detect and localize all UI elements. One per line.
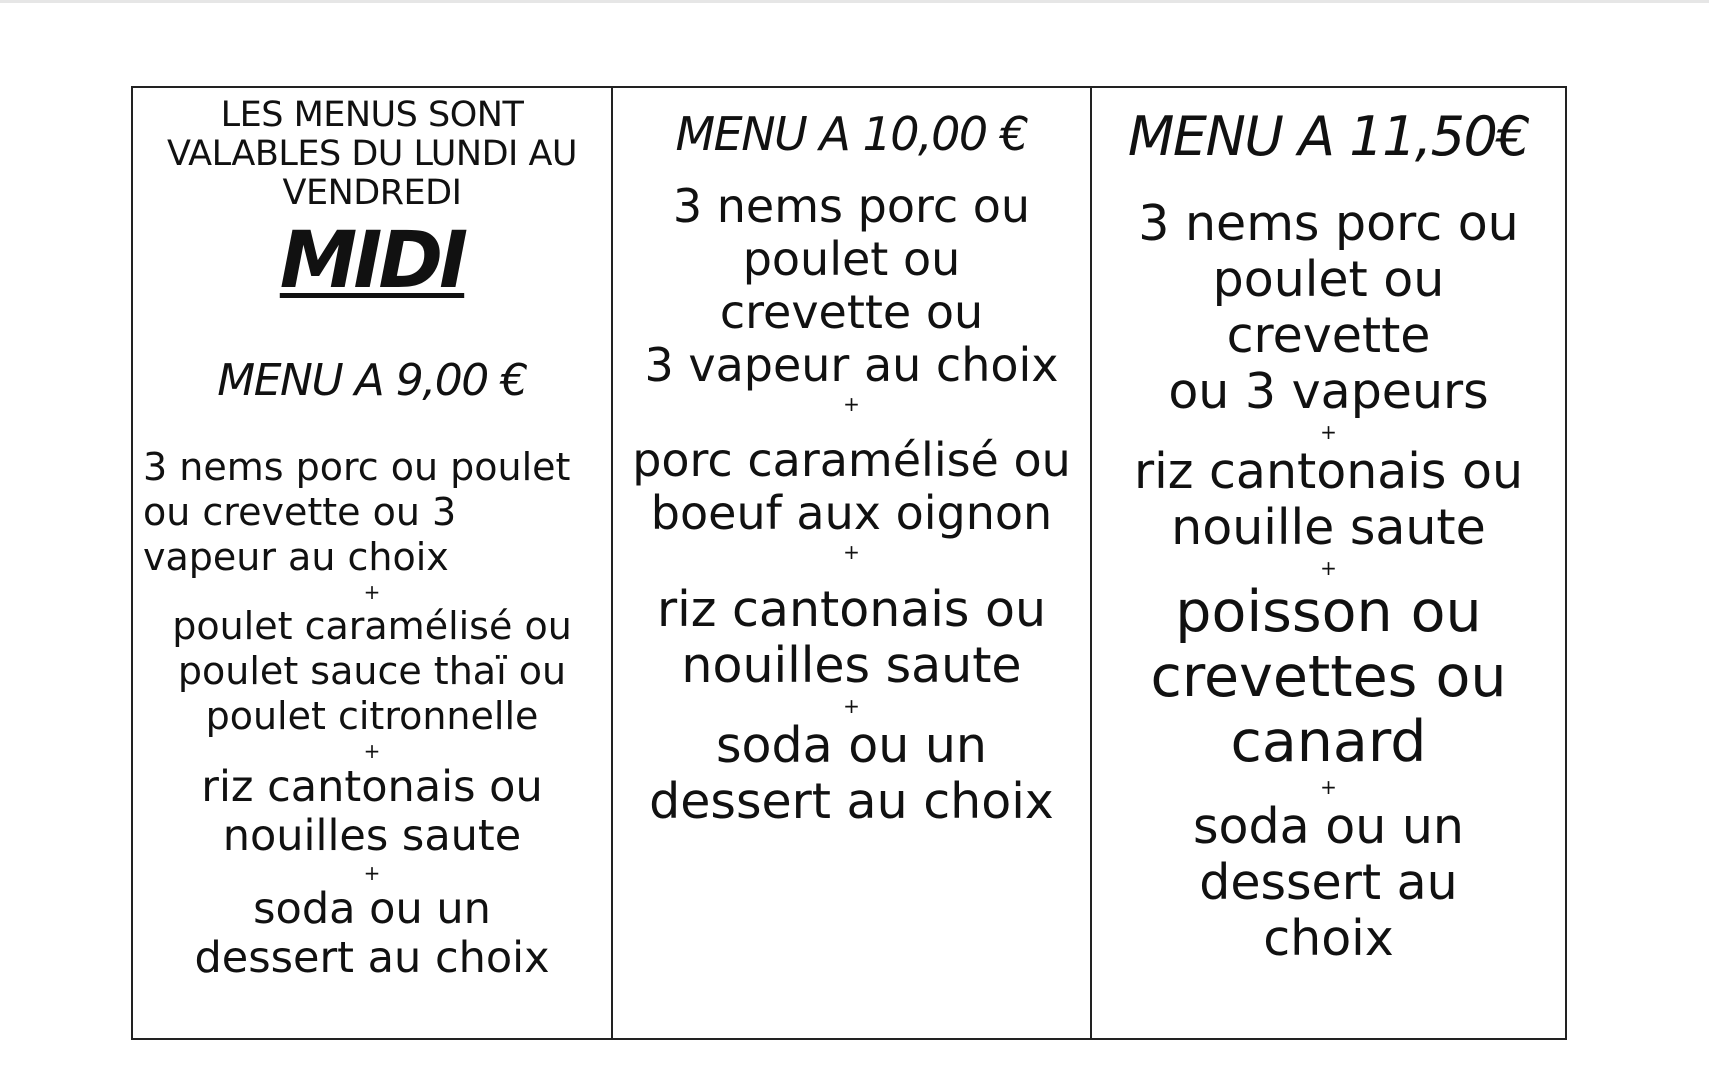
- menu-starter: [644, 180, 1058, 392]
- menu-main: [172, 604, 572, 739]
- menu-line: poulet ou: [1212, 251, 1445, 308]
- menu-line: 3 vapeur au choix: [644, 338, 1059, 392]
- menu-starter: [1138, 196, 1519, 420]
- menu-title: MENU A 11,50€: [1127, 105, 1530, 168]
- menu-line: riz cantonais ou: [1133, 443, 1524, 500]
- menu-line: poulet sauce thaï ou: [177, 649, 567, 693]
- page-top-edge: [0, 0, 1709, 3]
- menu-line: 3 nems porc ou poulet: [143, 445, 571, 489]
- menu-drink-dessert: [1193, 799, 1464, 967]
- menu-line: crevettes ou: [1150, 644, 1507, 710]
- menu-starter: [133, 445, 611, 580]
- plus-separator: +: [1320, 420, 1337, 444]
- menu-drink-dessert: [649, 718, 1054, 830]
- menu-line: dessert au: [1199, 854, 1458, 911]
- menu-main: [1151, 580, 1507, 775]
- menu-line: porc caramélisé ou: [632, 433, 1071, 487]
- service-heading: MIDI: [279, 216, 465, 306]
- menu-line: crevette: [1226, 307, 1431, 364]
- menu-line: poulet citronnelle: [205, 694, 539, 738]
- menu-line: dessert au choix: [194, 933, 550, 983]
- plus-separator: +: [363, 739, 381, 763]
- plus-separator: +: [843, 540, 860, 564]
- validity-notice: [167, 96, 577, 213]
- menu-line: 3 nems porc ou: [672, 179, 1031, 233]
- notice-line: LES MENUS SONT: [220, 95, 524, 135]
- plus-separator: +: [843, 694, 860, 718]
- menu-title: MENU A 10,00 €: [675, 107, 1028, 161]
- notice-line: VALABLES DU LUNDI AU: [166, 134, 578, 174]
- menu-line: riz cantonais ou: [201, 762, 543, 812]
- menu-line: choix: [1263, 910, 1394, 967]
- menu-side: [201, 763, 542, 861]
- menu-table: [131, 86, 1567, 1040]
- menu-line: crevette ou: [719, 285, 984, 339]
- menu-line: riz cantonais ou: [656, 581, 1047, 638]
- plus-separator: +: [363, 861, 381, 885]
- menu-line: nouille saute: [1171, 499, 1486, 556]
- menu-line: nouilles saute: [681, 637, 1022, 694]
- menu-line: dessert au choix: [649, 773, 1054, 830]
- menu-line: poulet ou: [742, 232, 961, 286]
- menu-line: soda ou un: [253, 884, 491, 934]
- menu-column-2: [611, 88, 1090, 1038]
- menu-line: ou 3 vapeurs: [1168, 363, 1489, 420]
- plus-separator: +: [363, 580, 381, 604]
- menu-line: poisson ou: [1175, 579, 1482, 645]
- menu-drink-dessert: [194, 885, 549, 983]
- plus-separator: +: [1320, 556, 1337, 580]
- menu-line: vapeur au choix: [143, 535, 449, 579]
- menu-line: soda ou un: [716, 717, 987, 774]
- menu-title: MENU A 9,00 €: [217, 355, 527, 406]
- menu-line: ou crevette ou 3: [143, 490, 457, 534]
- menu-column-3: [1090, 88, 1565, 1038]
- menu-line: nouilles saute: [222, 811, 522, 861]
- plus-separator: +: [843, 392, 860, 416]
- menu-column-1: [133, 88, 611, 1038]
- menu-line: boeuf aux oignon: [650, 486, 1053, 540]
- plus-separator: +: [1320, 775, 1337, 799]
- menu-line: poulet caramélisé ou: [172, 604, 572, 648]
- notice-line: VENDREDI: [282, 173, 462, 213]
- menu-main: [632, 434, 1071, 540]
- menu-line: 3 nems porc ou: [1138, 195, 1519, 252]
- menu-line: canard: [1230, 709, 1427, 775]
- menu-side: [1134, 444, 1523, 556]
- menu-side: [657, 582, 1046, 694]
- menu-line: soda ou un: [1193, 798, 1464, 855]
